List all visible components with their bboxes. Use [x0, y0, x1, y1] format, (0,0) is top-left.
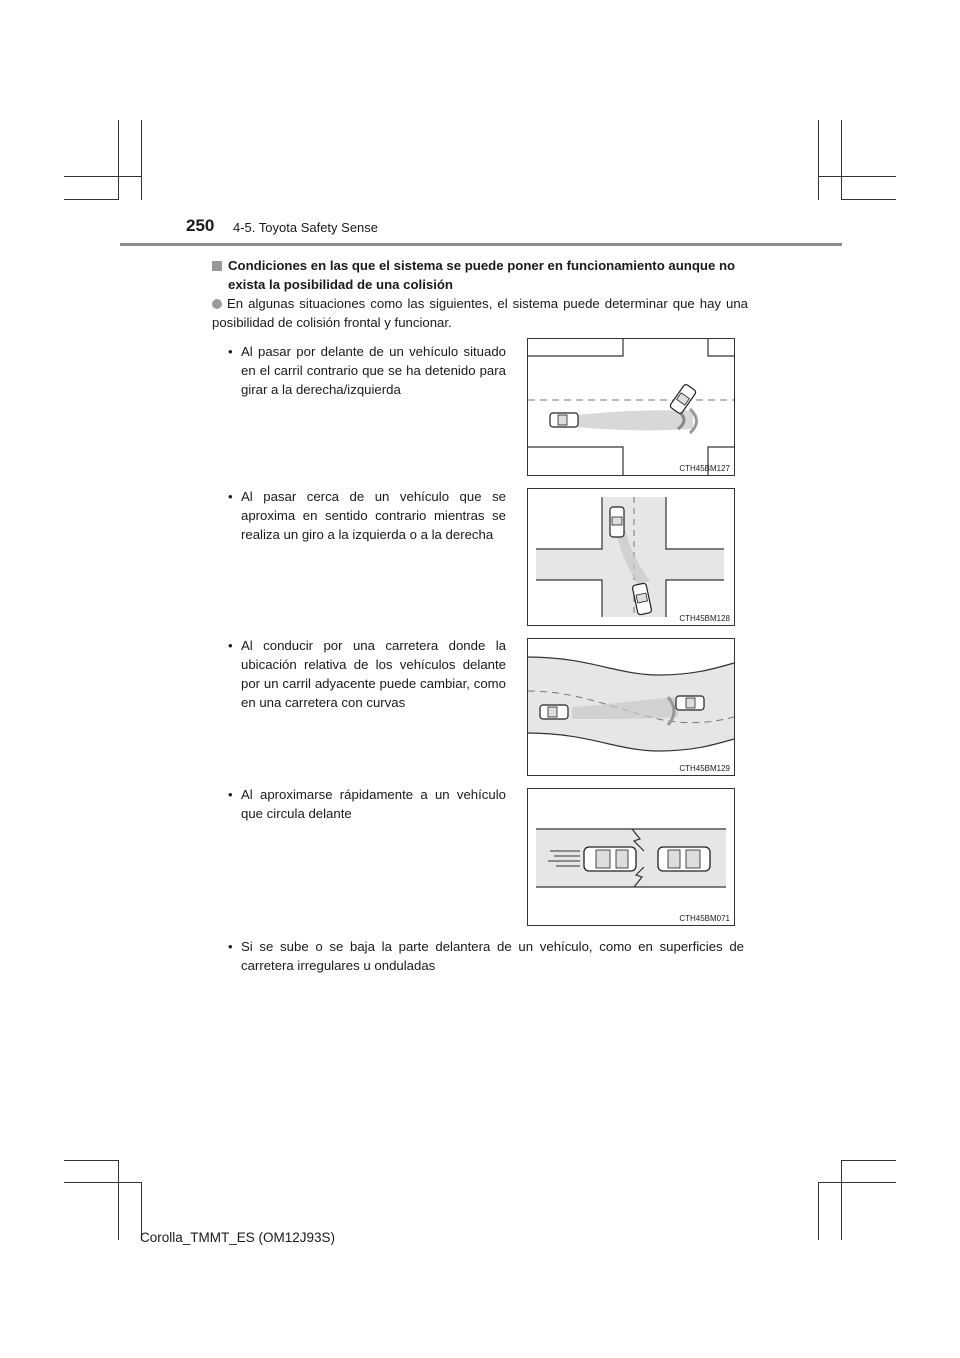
list-item-text: Si se sube o se baja la parte delantera de un vehículo, como en superficies de carretera irregulares u onduladas — [241, 939, 744, 973]
crop-mark — [64, 199, 119, 200]
crop-mark — [64, 176, 142, 177]
list-item-text: Al conducir por una carretera donde la ubicación relativa de los vehículos delante por un carril adyacente puede cambiar, como en una carretera con curvas — [241, 638, 506, 710]
bullet-mark: • — [228, 787, 233, 802]
crop-mark — [118, 120, 119, 200]
list-item — [228, 937, 744, 975]
list-item-text: Al pasar cerca de un vehículo que se aproxima en sentido contrario mientras se realiza un giro a la izquierda o a la derecha — [241, 489, 506, 542]
heading-line-1: Condiciones en las que el sistema se puede poner en funcionamiento aunque no — [228, 258, 736, 273]
crop-mark — [841, 1160, 842, 1240]
crop-mark — [118, 1160, 119, 1240]
intro-text: En algunas situaciones como las siguientes, el sistema puede determinar que hay una posibilidad de colisión frontal y funcionar. — [212, 296, 748, 330]
crop-mark — [141, 120, 142, 200]
bullet-mark: • — [228, 489, 233, 504]
bullet-mark: • — [228, 939, 233, 954]
figure-code: CTH45BM127 — [679, 464, 730, 473]
crop-mark — [818, 176, 896, 177]
intro-paragraph — [212, 294, 748, 332]
curved-road-icon — [528, 639, 734, 775]
list-item — [228, 785, 506, 823]
circle-bullet-icon — [212, 299, 222, 309]
figure-code: CTH45BM129 — [679, 764, 730, 773]
bullet-mark: • — [228, 638, 233, 653]
figure-rapid-approach-collision — [527, 788, 735, 926]
crop-mark — [841, 199, 896, 200]
crop-mark — [818, 120, 819, 200]
list-item — [228, 342, 506, 399]
crop-mark — [818, 1182, 819, 1240]
page-number: 250 — [186, 216, 215, 235]
intersection-left-turn-icon — [528, 489, 734, 625]
figure-intersection-left-turn — [527, 488, 735, 626]
square-bullet-icon — [212, 261, 222, 271]
list-item — [228, 487, 506, 544]
figure-code: CTH45BM071 — [679, 914, 730, 923]
crop-mark — [841, 1160, 896, 1161]
figure-code: CTH45BM128 — [679, 614, 730, 623]
crop-mark — [64, 1182, 142, 1183]
list-item-text: Al aproximarse rápidamente a un vehículo que circula delante — [241, 787, 506, 821]
crop-mark — [818, 1182, 896, 1183]
intersection-turning-car-icon — [528, 339, 734, 475]
figure-curved-road — [527, 638, 735, 776]
crop-mark — [64, 1160, 119, 1161]
header-rule — [120, 243, 842, 246]
bullet-mark: • — [228, 344, 233, 359]
list-item-text: Al pasar por delante de un vehículo situado en el carril contrario que se ha detenido para girar a la derecha/izquierda — [241, 344, 506, 397]
crop-mark — [841, 120, 842, 200]
heading-line-2: exista la posibilidad de una colisión — [228, 277, 453, 292]
subsection-heading — [212, 256, 748, 294]
section-title: 4-5. Toyota Safety Sense — [233, 220, 379, 235]
rapid-approach-collision-icon — [528, 789, 734, 925]
figure-intersection-turning-car — [527, 338, 735, 476]
footer-document-id: Corolla_TMMT_ES (OM12J93S) — [140, 1230, 336, 1245]
list-item — [228, 636, 506, 712]
